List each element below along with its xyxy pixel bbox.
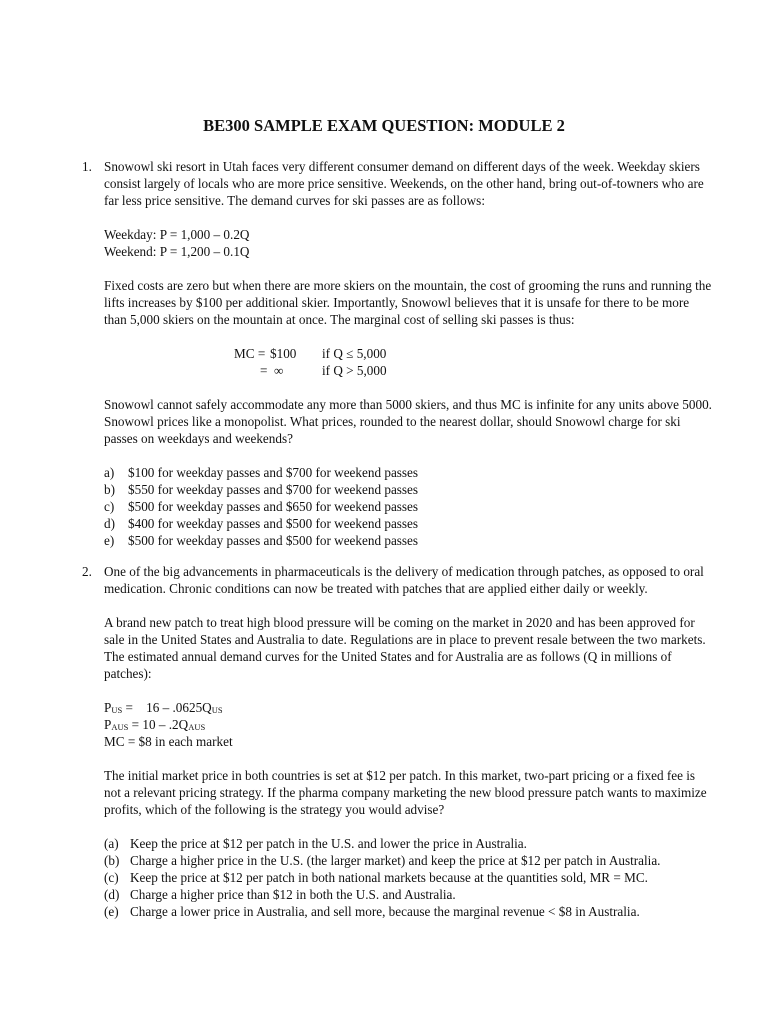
mc-value-1: $100: [270, 346, 297, 361]
marginal-cost-statement: MC = $8 in each market: [104, 734, 233, 749]
option-text: Charge a lower price in Australia, and sell more, because the marginal revenue < $8 in Australia.: [130, 904, 640, 919]
option-text: $500 for weekday passes and $650 for weekend passes: [128, 499, 419, 514]
mc-condition-2: if Q > 5,000: [322, 363, 387, 378]
question-number: 2.: [82, 564, 92, 579]
option-label: (d): [104, 887, 120, 902]
option-text: Charge a higher price than $12 in both the U.S. and Australia.: [130, 887, 456, 902]
option-text: $100 for weekday passes and $700 for weekend passes: [128, 465, 419, 480]
mc-value-2: ∞: [274, 363, 284, 378]
answer-option[interactable]: [104, 481, 712, 498]
question-2: [82, 563, 712, 920]
answer-option[interactable]: [104, 498, 712, 515]
mc-label: MC =: [234, 346, 266, 361]
demand-equation-australia: $P_{AUS} = 10 - .2Q_{AUS}$: [104, 717, 206, 732]
answer-option[interactable]: [104, 835, 712, 852]
option-label: (a): [104, 836, 119, 851]
answer-option[interactable]: [104, 903, 712, 920]
option-text: $550 for weekday passes and $700 for weekend passes: [128, 482, 419, 497]
answer-option[interactable]: [104, 515, 712, 532]
option-text: Charge a higher price in the U.S. (the larger market) and keep the price at $12 per patch in Australia.: [130, 853, 661, 868]
option-label: e): [104, 533, 115, 548]
question-1: [82, 158, 712, 549]
answer-options: [104, 464, 712, 549]
option-text: Keep the price at $12 per patch in both national markets because at the quantities sold, MR = MC.: [130, 870, 648, 885]
answer-option[interactable]: [104, 852, 712, 869]
answer-option[interactable]: [104, 869, 712, 886]
option-label: c): [104, 499, 115, 514]
mc-equals-2: =: [260, 363, 268, 378]
question-number: 1.: [82, 159, 92, 174]
answer-options: [104, 835, 712, 920]
option-label: b): [104, 482, 115, 497]
option-label: a): [104, 465, 115, 480]
question-intro: Snowowl ski resort in Utah faces very different consumer demand on different days of the week. Weekday skiers consist largely of locals who are more price sensitive. Weekends, on the other hand, bring out-of-towners who are far less price sensitive. The demand curves for ski passes are as follows:: [104, 159, 704, 208]
question-prompt: The initial market price in both countries is set at $12 per patch. In this market, two-part pricing or a fixed fee is not a relevant pricing strategy. If the pharma company marketing the new blood pressure patch wants to maximize profits, which of the following is the strategy you would advise?: [104, 768, 707, 817]
question-intro: One of the big advancements in pharmaceuticals is the delivery of medication through patches, as opposed to oral medication. Chronic conditions can now be treated with patches that are applied either daily or weekly.: [104, 564, 704, 596]
answer-option[interactable]: [104, 464, 712, 481]
demand-equation-weekday: Weekday: P = 1,000 – 0.2Q: [104, 227, 250, 242]
marginal-cost-equation: [234, 345, 712, 379]
demand-equation-us: $P_{US}$ = $16 - .0625Q_{US}$: [104, 700, 223, 715]
demand-equation-weekend: Weekend: P = 1,200 – 0.1Q: [104, 244, 250, 259]
page-title: BE300 SAMPLE EXAM QUESTION: MODULE 2: [203, 116, 565, 135]
answer-option[interactable]: [104, 886, 712, 903]
question-prompt: Snowowl cannot safely accommodate any more than 5000 skiers, and thus MC is infinite for any units above 5000. Snowowl prices like a monopolist. What prices, rounded to the nearest dollar, should Snowowl charge for ski passes on weekdays and weekends?: [104, 397, 712, 446]
option-label: (b): [104, 853, 120, 868]
option-label: d): [104, 516, 115, 531]
option-text: $500 for weekday passes and $500 for weekend passes: [128, 533, 419, 548]
option-label: (c): [104, 870, 119, 885]
option-label: (e): [104, 904, 119, 919]
question-context: A brand new patch to treat high blood pressure will be coming on the market in 2020 and has been approved for sale in the United States and Australia to date. Regulations are in place to prevent resale between the two markets. The estimated annual demand curves for the United States and for Australia are as follows (Q in millions of patches):: [104, 615, 706, 681]
mc-condition-1: if Q ≤ 5,000: [322, 346, 387, 361]
option-text: $400 for weekday passes and $500 for weekend passes: [128, 516, 419, 531]
answer-option[interactable]: [104, 532, 712, 549]
cost-description: Fixed costs are zero but when there are more skiers on the mountain, the cost of grooming the runs and running the lifts increases by $100 per additional skier. Importantly, Snowowl believes that it is unsafe for there to be more than 5,000 skiers on the mountain at once. The marginal cost of selling ski passes is thus:: [104, 278, 712, 327]
option-text: Keep the price at $12 per patch in the U.S. and lower the price in Australia.: [130, 836, 527, 851]
